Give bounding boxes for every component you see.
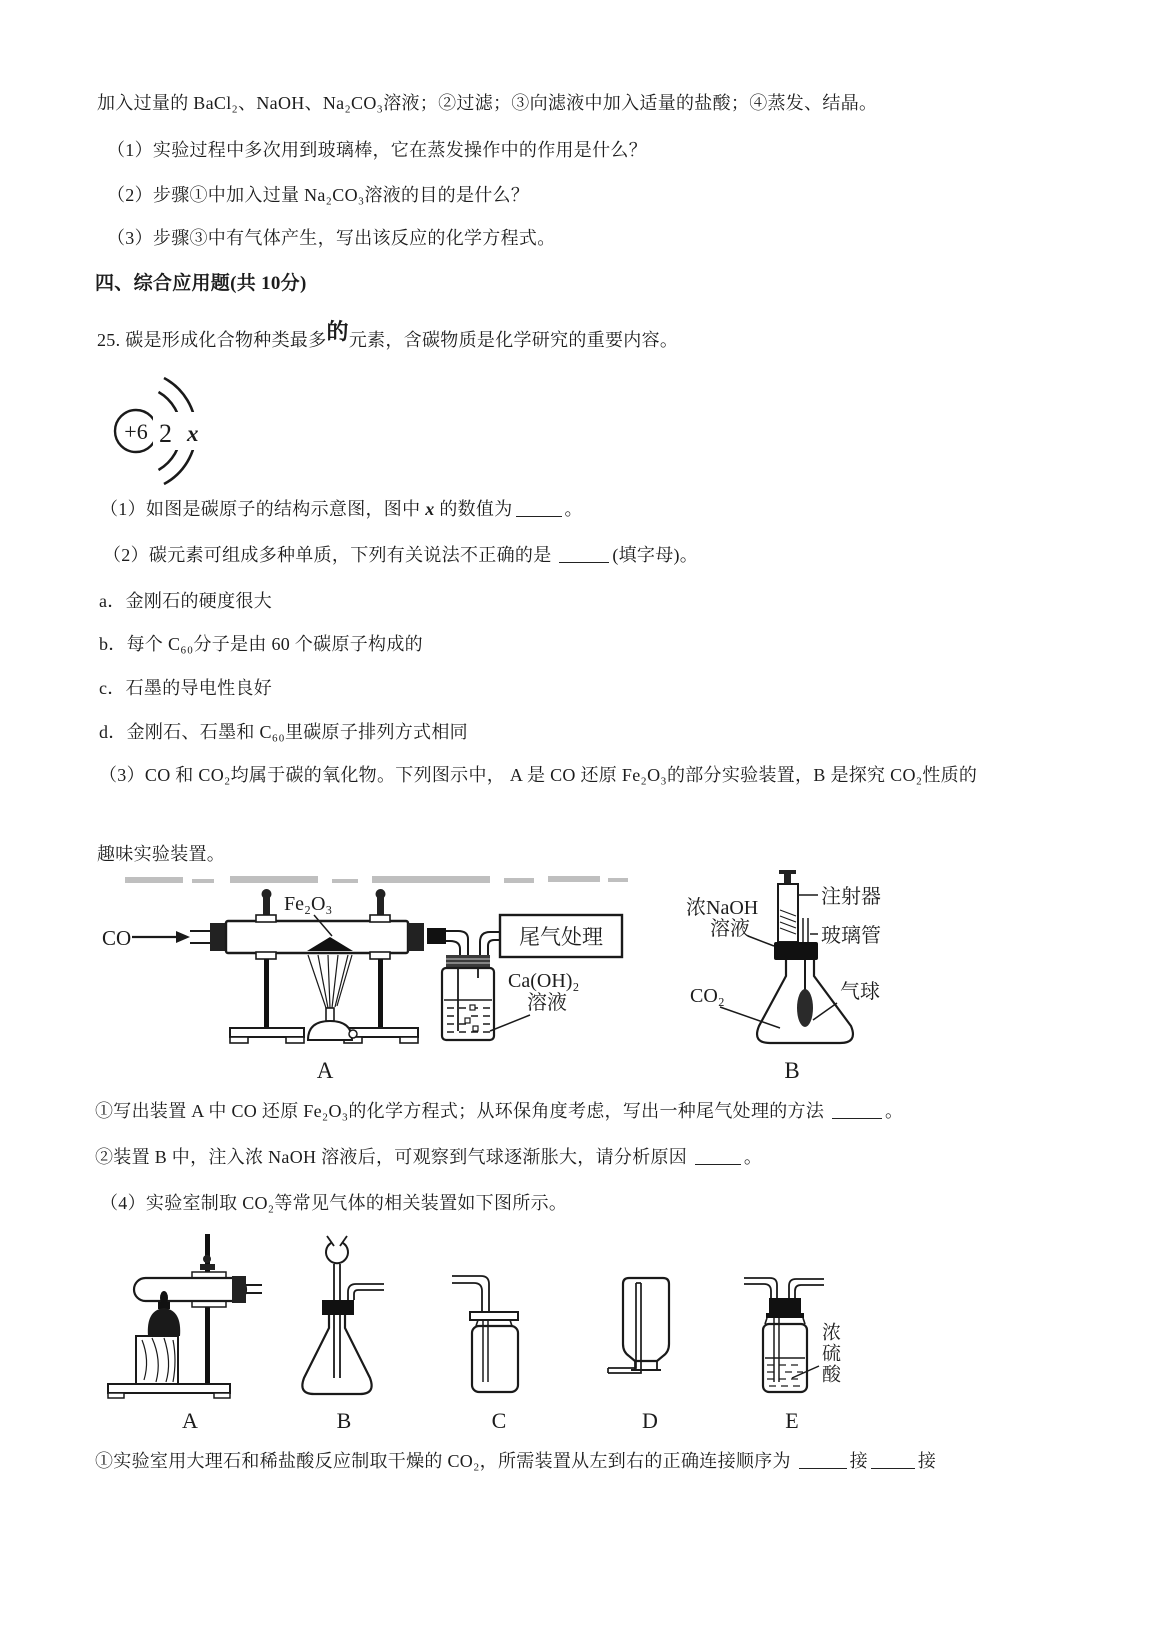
apparatus2-c-gas-bottle xyxy=(452,1276,518,1433)
apparatus2-a-test-tube-stand xyxy=(108,1234,262,1433)
gas-washing-bottle xyxy=(442,968,494,1040)
erlenmeyer-flask xyxy=(302,1315,371,1394)
caoh2-pointer xyxy=(490,1015,530,1031)
caoh2-label-2: 溶液 xyxy=(527,992,567,1014)
q25-part1-mid: 的数值为 xyxy=(434,499,513,519)
nucleus-charge: +6 xyxy=(124,419,148,444)
q25-sub2-line xyxy=(95,1146,762,1169)
test-tube xyxy=(134,1278,246,1301)
alcohol-lamp-icon xyxy=(308,1021,352,1040)
glass-tube-label: 玻璃管 xyxy=(821,925,881,947)
q25-part1-prefix: （1）如图是碳原子的结构示意图，图中 xyxy=(100,499,426,519)
q24-part1-line: （1）实验过程中多次用到玻璃棒，它在蒸发操作中的作用是什么？ xyxy=(107,140,647,160)
q25-sub1-period: 。 xyxy=(884,1101,904,1121)
q25-sub2-period: 。 xyxy=(743,1147,763,1167)
alcohol-lamp-icon xyxy=(148,1308,180,1336)
right-stand xyxy=(344,889,418,1043)
q25-part4-line: （4）实验室制取 CO₂等常见气体的相关装置如下图所示。 xyxy=(100,1193,568,1213)
figure2-label-a: A xyxy=(182,1408,198,1433)
figure2-label-d: D xyxy=(642,1408,658,1433)
balloon-label: 气球 xyxy=(840,981,880,1003)
answer-blank xyxy=(559,547,609,563)
q25-stem-line xyxy=(97,318,678,352)
figure-gas-apparatus-set xyxy=(80,1228,1080,1438)
co-arrowhead xyxy=(176,931,190,943)
q24-part2-line: （2）步骤①中加入过量 Na₂CO₃溶液的目的是什么？ xyxy=(107,185,530,205)
inner-shell-count: 2 xyxy=(159,419,172,448)
left-stopper xyxy=(210,923,226,951)
co2-pointer xyxy=(720,1007,780,1028)
answer-blank xyxy=(516,501,562,517)
q25-jie1: 接 xyxy=(849,1451,868,1471)
figure2-label-b: B xyxy=(336,1408,352,1433)
q25-last-line xyxy=(95,1450,936,1473)
syringe-label: 注射器 xyxy=(821,886,881,908)
figure1-label-b: B xyxy=(784,1058,800,1083)
apparatus-b-balloon-flask xyxy=(686,870,881,1083)
right-stopper xyxy=(408,923,424,951)
naoh-pointer xyxy=(748,936,774,946)
q25-sub1-prefix: ①写出装置 A 中 CO 还原 Fe₂O₃的化学方程式；从环保角度考虑，写出一种尾气处理的方法 xyxy=(95,1101,829,1121)
q25-part2-line xyxy=(103,544,698,567)
figure-co-reduction-and-balloon xyxy=(80,868,1080,1103)
answer-blank xyxy=(871,1453,915,1469)
acid-label: 浓硫酸 xyxy=(819,1322,840,1385)
inverted-bottle xyxy=(623,1278,669,1361)
q25-sub2-prefix: ②装置 B 中，注入浓 NaOH 溶液后，可观察到气球逐渐胀大，请分析原因 xyxy=(95,1147,692,1167)
q25-option-d: d．金刚石、石墨和 C₆₀里碳原子排列方式相同 xyxy=(99,722,468,742)
figure2-label-e: E xyxy=(785,1408,799,1433)
q25-stem-de: 的 xyxy=(326,319,349,344)
answer-blank xyxy=(799,1453,847,1469)
smudge-line xyxy=(125,876,628,883)
q25-part3-line2: 趣味实验装置。 xyxy=(97,844,226,864)
outer-shell-count: x xyxy=(187,421,199,446)
naoh-label: 浓NaOH xyxy=(686,897,759,919)
q25-option-b: b．每个 C₆₀分子是由 60 个碳原子构成的 xyxy=(99,634,423,654)
thistle-funnel-ball xyxy=(326,1243,348,1263)
lamp-wick xyxy=(326,1008,334,1021)
q25-part1-period: 。 xyxy=(564,499,583,519)
co2-label: CO₂ xyxy=(690,985,725,1007)
tail-gas-label: 尾气处理 xyxy=(519,925,603,949)
figure2-label-c: C xyxy=(491,1408,507,1433)
gas-bottle xyxy=(472,1326,518,1392)
bottle-cap xyxy=(446,955,490,968)
q25-part2-prefix: （2）碳元素可组成多种单质，下列有关说法不正确的是 xyxy=(103,545,557,565)
q25-option-a: a．金刚石的硬度很大 xyxy=(99,591,272,611)
carbon-atom-diagram xyxy=(95,358,265,503)
valve xyxy=(427,928,446,944)
answer-blank xyxy=(832,1103,882,1119)
answer-blank xyxy=(695,1149,741,1165)
q25-stem-suffix: 元素，含碳物质是化学研究的重要内容。 xyxy=(348,330,679,350)
q25-part2-suffix: (填字母)。 xyxy=(612,545,699,565)
apparatus-a-co-reduction xyxy=(102,889,622,1083)
q25-part1-x: x xyxy=(425,499,435,519)
q25-part3-line1: （3）CO 和 CO₂均属于碳的氧化物。下列图示中， A 是 CO 还原 Fe₂O₃的部分实验装置，B 是探究 CO₂性质的 xyxy=(99,765,978,785)
balloon-shape xyxy=(797,989,813,1027)
apparatus2-b-flask-funnel xyxy=(302,1236,384,1433)
balloon-pointer xyxy=(813,1003,837,1020)
co-inlet-label: CO xyxy=(102,926,132,950)
q25-part1-line xyxy=(100,498,583,521)
q24-part3-line: （3）步骤③中有气体产生，写出该反应的化学方程式。 xyxy=(107,228,556,248)
q25-option-c: c．石墨的导电性良好 xyxy=(99,678,272,698)
naoh-label-2: 溶液 xyxy=(710,918,750,940)
q25-stem-prefix: 25. 碳是形成化合物种类最多 xyxy=(97,330,327,350)
q25-jie2: 接 xyxy=(917,1451,937,1471)
apparatus2-e-drying-bottle xyxy=(744,1278,824,1433)
q25-sub1-line xyxy=(95,1100,903,1123)
section-heading: 四、综合应用题(共 10分) xyxy=(95,273,307,294)
flask-stopper xyxy=(774,942,818,960)
figure1-label-a: A xyxy=(316,1058,334,1083)
q24-intro-line: 加入过量的 BaCl₂、NaOH、Na₂CO₃溶液；②过滤；③向滤液中加入适量的盐酸；④蒸发、结晶。 xyxy=(97,93,878,113)
q25-last-prefix: ①实验室用大理石和稀盐酸反应制取干燥的 CO₂，所需装置从左到右的正确连接顺序为 xyxy=(95,1451,796,1471)
fe2o3-label: Fe₂O₃ xyxy=(284,893,333,915)
flame-fan xyxy=(308,955,352,1008)
caoh2-label: Ca(OH)₂ xyxy=(508,970,580,992)
apparatus2-d-inverted-bottle xyxy=(608,1278,669,1433)
